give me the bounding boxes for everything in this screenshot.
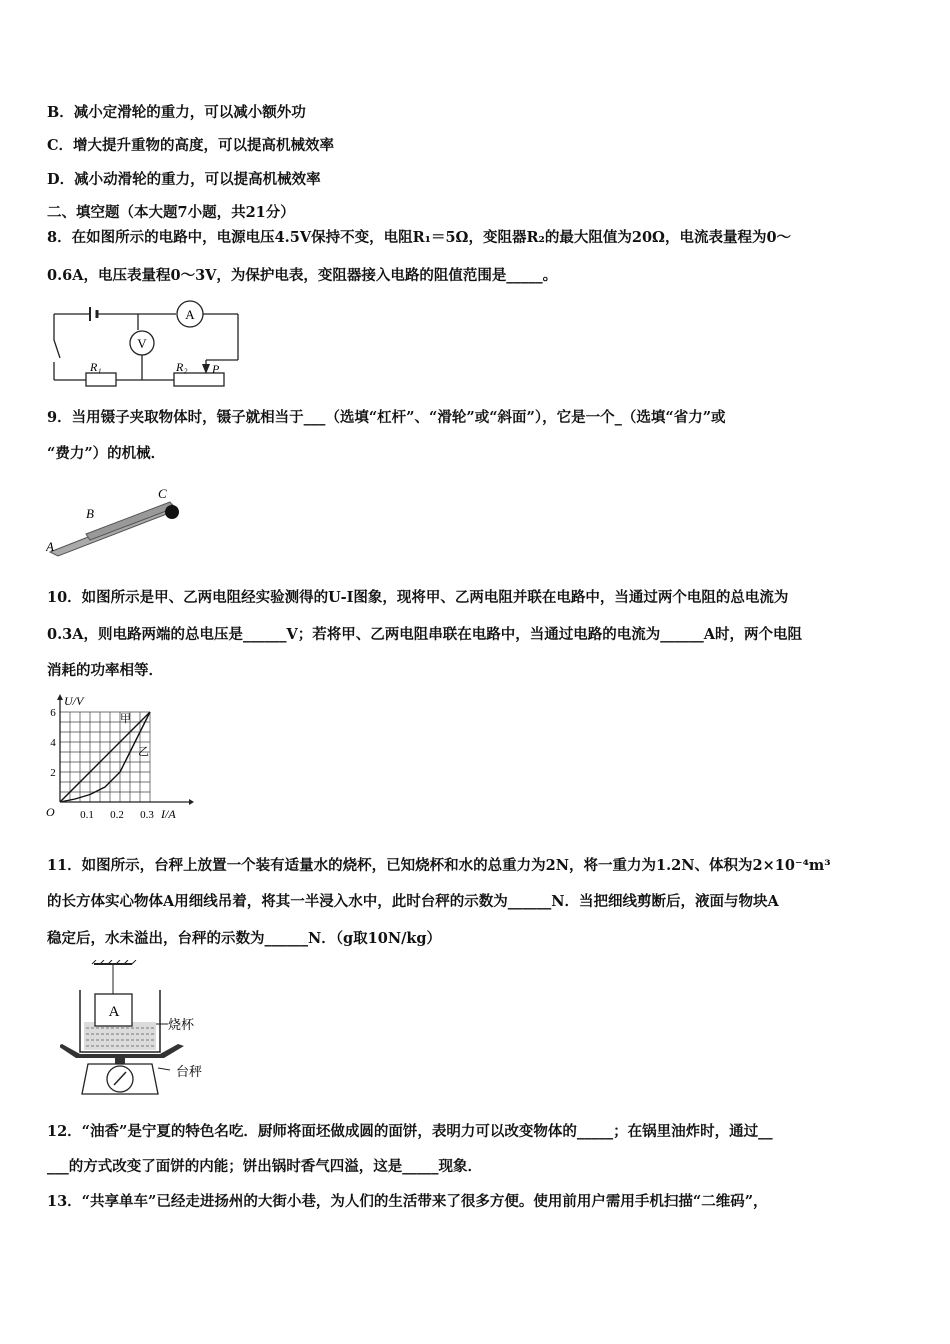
q9-line2: “费力”）的机械． [47,445,166,462]
q10-line1: 10．如图所示是甲、乙两电阻经实验测得的U-I图象，现将甲、乙两电阻并联在电路中，当通过两个电阻的总电流为 [47,589,789,606]
q11-line2: 的长方体实心物体A用细线吊着，将其一半浸入水中，此时台秤的示数为______N．当把细线剪断后，液面与物块A [47,893,779,910]
q9-line1: 9．当用镊子夹取物体时，镊子就相当于___（选填“杠杆”、“滑轮”或“斜面”），它是一个_（选填“省力”或 [47,409,726,426]
option-c: C．增大提升重物的高度，可以提高机械效率 [47,137,335,154]
q12-line1: 12．“油香”是宁夏的特色名吃．厨师将面坯做成圆的面饼，表明力可以改变物体的_____；在锅里油炸时，通过__ [47,1123,773,1140]
r1-label: R₁ [90,360,102,374]
tweezers-diagram [46,482,188,560]
x-tick-label: 0.3 [140,809,154,821]
origin-label: O [46,805,55,819]
scale-label: 台秤 [176,1064,203,1079]
option-b: B．减小定滑轮的重力，可以减小额外功 [47,104,306,121]
object-ball [165,505,179,519]
point-a: A [46,539,54,554]
point-b: B [86,506,94,521]
y-tick-label: 4 [50,737,56,749]
series-label-yi: 乙 [138,746,149,758]
q11-line3: 稳定后，水未溢出，台秤的示数为______N．（g取10N/kg） [47,930,442,947]
q13-line1: 13．“共享单车”已经走进扬州的大街小巷，为人们的生活带来了很多方便。使用前用户需用手机扫描“二维码”， [47,1193,768,1210]
x-tick-label: 0.1 [80,809,94,821]
r2-label: R₂ [176,360,188,374]
q10-line3: 消耗的功率相等． [47,662,163,679]
series-label-jia: 甲 [120,713,131,725]
x-axis-label: I/A [161,807,176,821]
q11-line1: 11．如图所示，台秤上放置一个装有适量水的烧杯，已知烧杯和水的总重力为2N，将一重力为1.2N、体积为2×10⁻⁴m³ [47,857,831,874]
ui-chart [44,692,194,824]
y-tick-label: 2 [50,767,56,779]
y-tick-label: 6 [50,707,56,719]
q8-line2: 0.6A，电压表量程0～3V，为保护电表，变阻器接入电路的阻值范围是_____。 [47,267,558,284]
q12-line2: ___的方式改变了面饼的内能；饼出锅时香气四溢，这是_____现象． [47,1158,482,1175]
x-tick-label: 0.2 [110,809,124,821]
slider-label: P [212,362,220,376]
beaker-label: 烧杯 [168,1017,195,1032]
beaker-scale-diagram [60,960,230,1100]
voltmeter-label: V [137,336,147,351]
series-jia-line [60,712,150,802]
ammeter-label: A [185,307,195,322]
option-d: D．减小动滑轮的重力，可以提高机械效率 [47,171,321,188]
block-label: A [108,1004,120,1020]
circuit-diagram [48,298,244,390]
q10-line2: 0.3A，则电路两端的总电压是______V；若将甲、乙两电阻串联在电路中，当通过电路的电流为______A时，两个电阻 [47,626,802,643]
point-c: C [158,486,167,501]
section-heading: 二、填空题（本大题7小题，共21分） [47,204,295,221]
q8-line1: 8．在如图所示的电路中，电源电压4.5V保持不变，电阻R₁＝5Ω，变阻器R₂的最大阻值为20Ω，电流表量程为0～ [47,229,792,246]
y-axis-label: U/V [64,694,84,708]
